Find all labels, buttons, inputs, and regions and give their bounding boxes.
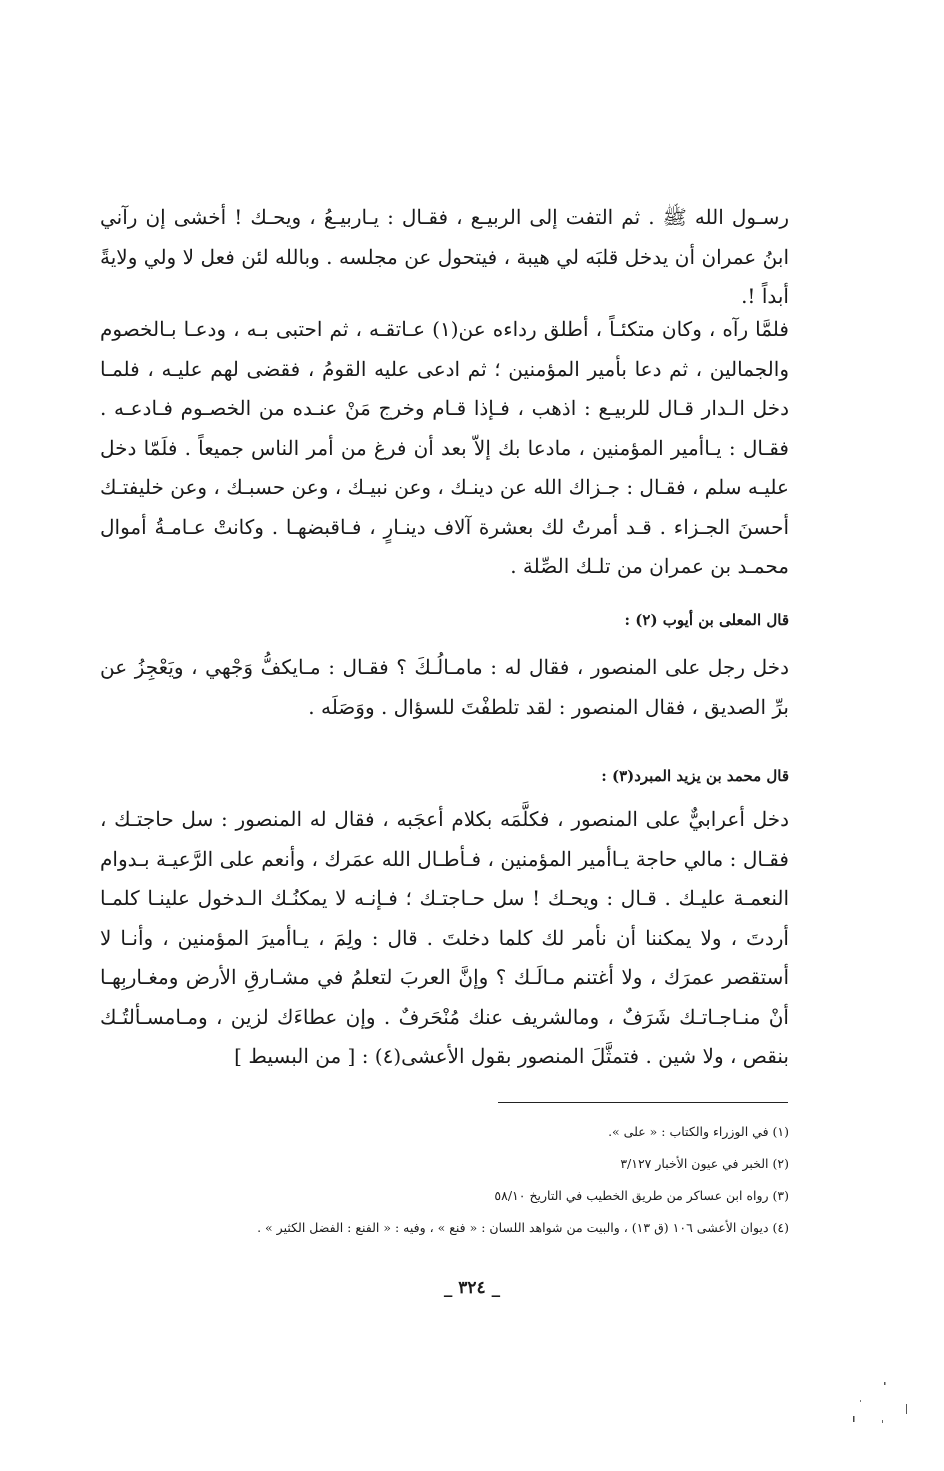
footnote-4: (٤) ديوان الأعشى ١٠٦ (ق ١٣) ، والبيت من شواهد اللسان : « فنع » ، وفيه : « الفنع : الفضل الكثير » . xyxy=(257,1220,789,1235)
page-number: _ ٣٢٤ _ xyxy=(443,1278,501,1298)
heading-mubarrad: قال محمد بن يزيد المبرد(٣) : xyxy=(601,767,789,785)
paragraph-3: دخل رجل على المنصور ، فقال له : مامـالُـكَ ؟ فقـال : مـايكفُّ وَجْهي ، ويَعْجِزُ عن برِّ الصديق ، فقال المنصور : لقد تلطفْتَ للسؤال . ووَصَلَه . xyxy=(100,655,789,719)
heading-mualla: قال المعلى بن أيوب (٢) : xyxy=(624,611,789,629)
footnote-1: (١) في الوزراء والكتاب : « على ». xyxy=(608,1124,789,1139)
paragraph-2: فلمَّا رآه ، وكان متكئـاً ، أطلق رداءه عن(١) عـاتقـه ، ثم احتبى بـه ، ودعـا بـالخصوم والجمالين ، ثم دعا بأمير المؤمنين ؛ ثم ادعى عليه القومُ ، فقضى لهم عليـه ، فلمـا دخل الـدار قـال للربيـع : اذهب ، فـإذا قـام وخرج مَنْ عنـده من الخصـوم فـادعـه . فقـال : يـاأمير المؤمنين ، مادعا بك إلاّ بعد أن فرغ من أمر الناس جميعاً . فلَمّا دخل عليـه سلم ، فقـال : جـزاك الله عن دينـك ، وعن نبيـك ، وعن حسبـك ، وعن خليفتـك أحسنَ الجـزاء . قـد أمرتُ لك بعشرة آلاف دينـارٍ ، فـاقبضهـا . وكانتْ عـامـةُ أموال محمـد بن عمران من تلـك الصِّلة . xyxy=(100,317,789,578)
paragraph-4: دخل أعرابيٌّ على المنصور ، فكلَّمَه بكلام أعجَبه ، فقال له المنصور : سل حاجتـك ، فقـال : مالي حاجة يـاأمير المؤمنين ، فـأطـال الله عمَرك ، وأنعم على الرَّعيـة بـدوام النعمـة عليـك . قـال : ويحـك ! سل حـاجتـك ؛ فـإنـه لا يمكنُـك الـدخول علينـا كلمـا أردتَ ، ولا يمكننا أن نأمر لك كلما دخلتَ . قال : ولِمَ ، يـاأميرَ المؤمنين ، وأنـا لا أستقصر عمرَك ، ولا أغتنم مـالَـك ؟ وإنَّ العربَ لتعلمُ في مشـارقِ الأرض ومغـاربِهـا أنْ منـاجـاتـك شَرَفٌ ، ومالشريف عنك مُنْحَرفٌ . وإن عطاءَك لزين ، ومـامسـألتُـك بنقص ، ولا شين . فتمثَّلَ المنصور بقول الأعشى(٤) : [ من البسيط ] xyxy=(100,807,789,1068)
footnote-3: (٣) رواه ابن عساكر من طريق الخطيب في التاريخ ٥٨/١٠ xyxy=(494,1188,789,1203)
footnote-2: (٢) الخبر في عيون الأخبار ٣/١٢٧ xyxy=(620,1156,789,1171)
footnote-divider xyxy=(498,1102,788,1103)
paragraph-1: رسـول الله ﷺ . ثم التفت إلى الربيـع ، فقـال : يـاربيـعُ ، ويحـك ! أخشى إن رآني ابنُ عمران أن يدخل قلبَه لي هيبة ، فيتحول عن مجلسه . وبالله لئن فعل لا ولي ولايةً أبداً !. xyxy=(100,205,789,308)
scan-specks-decoration xyxy=(850,1380,910,1440)
